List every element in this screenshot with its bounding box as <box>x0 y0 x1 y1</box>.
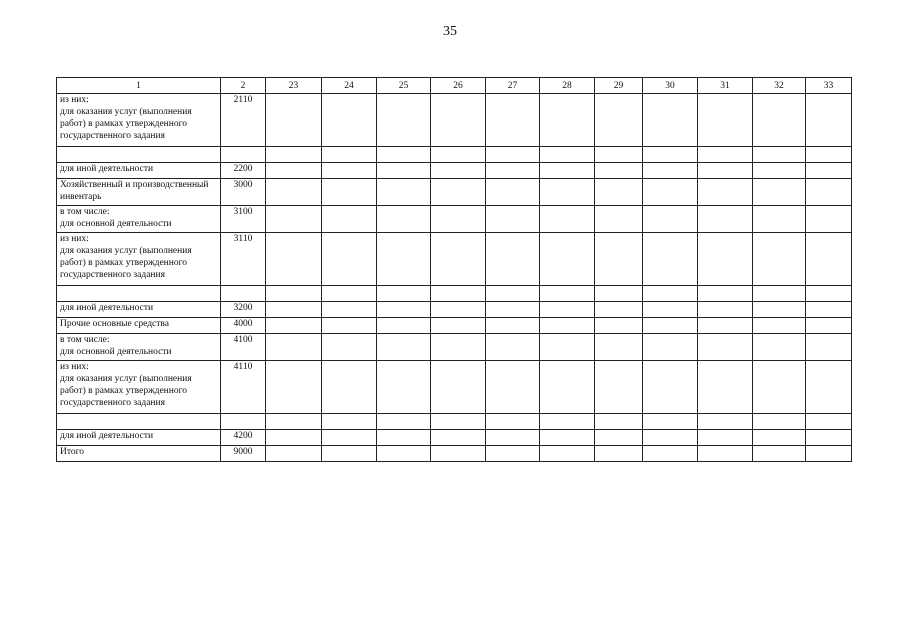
value-cell-32 <box>753 430 806 446</box>
value-cell-31 <box>698 430 753 446</box>
value-cell-27 <box>486 147 540 163</box>
table-row <box>57 414 852 430</box>
value-cell-31 <box>698 302 753 318</box>
value-cell-31 <box>698 286 753 302</box>
table-row <box>57 206 852 233</box>
value-cell-24 <box>322 430 377 446</box>
value-cell-32 <box>753 302 806 318</box>
table-row <box>57 163 852 179</box>
value-cell-29 <box>595 163 643 179</box>
value-cell-28 <box>540 179 595 206</box>
value-cell-24 <box>322 179 377 206</box>
value-cell-32 <box>753 94 806 147</box>
value-cell-23 <box>266 179 322 206</box>
value-cell-33 <box>806 334 852 361</box>
row-label: в том числе: для основной деятельности <box>57 206 221 233</box>
value-cell-30 <box>643 318 698 334</box>
row-code: 3100 <box>221 206 266 233</box>
value-cell-25 <box>377 206 431 233</box>
value-cell-27 <box>486 233 540 286</box>
header-row <box>57 78 852 94</box>
value-cell-25 <box>377 430 431 446</box>
row-code: 4200 <box>221 430 266 446</box>
value-cell-30 <box>643 430 698 446</box>
value-cell-31 <box>698 318 753 334</box>
value-cell-31 <box>698 147 753 163</box>
row-label: из них: для оказания услуг (выполнения работ) в рамках утвержденного государственного задания <box>57 233 221 286</box>
value-cell-26 <box>431 446 486 462</box>
value-cell-26 <box>431 430 486 446</box>
value-cell-30 <box>643 147 698 163</box>
value-cell-24 <box>322 302 377 318</box>
column-header-32: 32 <box>753 78 806 94</box>
table-row <box>57 233 852 286</box>
value-cell-23 <box>266 163 322 179</box>
value-cell-33 <box>806 163 852 179</box>
value-cell-25 <box>377 318 431 334</box>
column-header-24: 24 <box>322 78 377 94</box>
row-label <box>57 147 221 163</box>
value-cell-32 <box>753 361 806 414</box>
value-cell-32 <box>753 147 806 163</box>
value-cell-24 <box>322 147 377 163</box>
value-cell-29 <box>595 147 643 163</box>
row-label: из них: для оказания услуг (выполнения работ) в рамках утвержденного государственного задания <box>57 94 221 147</box>
value-cell-31 <box>698 446 753 462</box>
value-cell-23 <box>266 414 322 430</box>
value-cell-26 <box>431 233 486 286</box>
value-cell-29 <box>595 94 643 147</box>
row-label: для иной деятельности <box>57 430 221 446</box>
value-cell-28 <box>540 334 595 361</box>
value-cell-28 <box>540 302 595 318</box>
value-cell-33 <box>806 147 852 163</box>
column-header-30: 30 <box>643 78 698 94</box>
column-header-2: 2 <box>221 78 266 94</box>
row-code: 2200 <box>221 163 266 179</box>
row-code: 3110 <box>221 233 266 286</box>
value-cell-24 <box>322 163 377 179</box>
value-cell-24 <box>322 286 377 302</box>
value-cell-30 <box>643 179 698 206</box>
value-cell-23 <box>266 147 322 163</box>
value-cell-25 <box>377 361 431 414</box>
value-cell-28 <box>540 233 595 286</box>
row-label: для иной деятельности <box>57 163 221 179</box>
row-code: 2110 <box>221 94 266 147</box>
value-cell-30 <box>643 414 698 430</box>
value-cell-32 <box>753 286 806 302</box>
column-header-27: 27 <box>486 78 540 94</box>
table-row <box>57 334 852 361</box>
row-label: Итого <box>57 446 221 462</box>
value-cell-23 <box>266 286 322 302</box>
value-cell-26 <box>431 302 486 318</box>
value-cell-31 <box>698 334 753 361</box>
value-cell-33 <box>806 361 852 414</box>
row-label: для иной деятельности <box>57 302 221 318</box>
column-header-29: 29 <box>595 78 643 94</box>
value-cell-23 <box>266 318 322 334</box>
value-cell-32 <box>753 318 806 334</box>
value-cell-33 <box>806 414 852 430</box>
table-row <box>57 286 852 302</box>
value-cell-29 <box>595 414 643 430</box>
value-cell-26 <box>431 206 486 233</box>
value-cell-29 <box>595 206 643 233</box>
value-cell-28 <box>540 446 595 462</box>
table-row <box>57 430 852 446</box>
value-cell-31 <box>698 179 753 206</box>
value-cell-23 <box>266 233 322 286</box>
value-cell-27 <box>486 302 540 318</box>
value-cell-27 <box>486 361 540 414</box>
report-table <box>56 77 852 462</box>
value-cell-27 <box>486 414 540 430</box>
value-cell-29 <box>595 179 643 206</box>
value-cell-32 <box>753 334 806 361</box>
value-cell-24 <box>322 318 377 334</box>
value-cell-31 <box>698 414 753 430</box>
value-cell-26 <box>431 318 486 334</box>
value-cell-32 <box>753 179 806 206</box>
value-cell-29 <box>595 233 643 286</box>
table-row <box>57 147 852 163</box>
value-cell-28 <box>540 414 595 430</box>
row-label: Хозяйственный и производственный инвентарь <box>57 179 221 206</box>
row-label: в том числе: для основной деятельности <box>57 334 221 361</box>
row-code: 3000 <box>221 179 266 206</box>
page-number: 35 <box>443 24 457 39</box>
value-cell-32 <box>753 233 806 286</box>
row-code: 3200 <box>221 302 266 318</box>
value-cell-28 <box>540 163 595 179</box>
value-cell-23 <box>266 94 322 147</box>
table-row <box>57 318 852 334</box>
value-cell-33 <box>806 446 852 462</box>
value-cell-23 <box>266 361 322 414</box>
value-cell-30 <box>643 163 698 179</box>
value-cell-30 <box>643 334 698 361</box>
value-cell-30 <box>643 206 698 233</box>
row-code: 9000 <box>221 446 266 462</box>
value-cell-27 <box>486 94 540 147</box>
value-cell-25 <box>377 302 431 318</box>
value-cell-33 <box>806 430 852 446</box>
value-cell-33 <box>806 318 852 334</box>
value-cell-30 <box>643 233 698 286</box>
value-cell-27 <box>486 286 540 302</box>
value-cell-33 <box>806 206 852 233</box>
value-cell-25 <box>377 414 431 430</box>
value-cell-27 <box>486 179 540 206</box>
value-cell-25 <box>377 334 431 361</box>
value-cell-23 <box>266 206 322 233</box>
value-cell-26 <box>431 286 486 302</box>
value-cell-28 <box>540 430 595 446</box>
value-cell-28 <box>540 361 595 414</box>
value-cell-29 <box>595 430 643 446</box>
value-cell-30 <box>643 361 698 414</box>
value-cell-24 <box>322 414 377 430</box>
value-cell-25 <box>377 179 431 206</box>
value-cell-24 <box>322 94 377 147</box>
value-cell-32 <box>753 446 806 462</box>
value-cell-30 <box>643 446 698 462</box>
value-cell-31 <box>698 163 753 179</box>
value-cell-32 <box>753 206 806 233</box>
value-cell-26 <box>431 94 486 147</box>
value-cell-24 <box>322 334 377 361</box>
table-row <box>57 361 852 414</box>
value-cell-24 <box>322 446 377 462</box>
column-header-1: 1 <box>57 78 221 94</box>
value-cell-27 <box>486 334 540 361</box>
value-cell-31 <box>698 361 753 414</box>
table-body <box>57 94 852 462</box>
value-cell-30 <box>643 286 698 302</box>
value-cell-29 <box>595 286 643 302</box>
value-cell-27 <box>486 206 540 233</box>
value-cell-25 <box>377 286 431 302</box>
value-cell-30 <box>643 302 698 318</box>
row-label: из них: для оказания услуг (выполнения работ) в рамках утвержденного государственного задания <box>57 361 221 414</box>
value-cell-26 <box>431 334 486 361</box>
value-cell-28 <box>540 286 595 302</box>
value-cell-29 <box>595 318 643 334</box>
value-cell-23 <box>266 302 322 318</box>
value-cell-25 <box>377 163 431 179</box>
value-cell-33 <box>806 94 852 147</box>
column-header-25: 25 <box>377 78 431 94</box>
value-cell-25 <box>377 94 431 147</box>
value-cell-26 <box>431 147 486 163</box>
value-cell-29 <box>595 334 643 361</box>
table-row <box>57 94 852 147</box>
value-cell-33 <box>806 302 852 318</box>
column-header-33: 33 <box>806 78 852 94</box>
row-code: 4100 <box>221 334 266 361</box>
value-cell-25 <box>377 446 431 462</box>
value-cell-27 <box>486 163 540 179</box>
value-cell-26 <box>431 414 486 430</box>
value-cell-23 <box>266 430 322 446</box>
value-cell-24 <box>322 206 377 233</box>
value-cell-32 <box>753 163 806 179</box>
value-cell-31 <box>698 206 753 233</box>
row-code <box>221 414 266 430</box>
value-cell-27 <box>486 318 540 334</box>
row-code: 4110 <box>221 361 266 414</box>
value-cell-25 <box>377 147 431 163</box>
value-cell-23 <box>266 334 322 361</box>
value-cell-28 <box>540 318 595 334</box>
value-cell-28 <box>540 147 595 163</box>
value-cell-33 <box>806 286 852 302</box>
value-cell-33 <box>806 179 852 206</box>
value-cell-26 <box>431 163 486 179</box>
row-label <box>57 286 221 302</box>
column-header-28: 28 <box>540 78 595 94</box>
value-cell-28 <box>540 206 595 233</box>
row-code <box>221 147 266 163</box>
table-row <box>57 446 852 462</box>
value-cell-28 <box>540 94 595 147</box>
row-code: 4000 <box>221 318 266 334</box>
value-cell-32 <box>753 414 806 430</box>
value-cell-24 <box>322 361 377 414</box>
column-header-31: 31 <box>698 78 753 94</box>
value-cell-29 <box>595 302 643 318</box>
value-cell-27 <box>486 430 540 446</box>
value-cell-26 <box>431 361 486 414</box>
value-cell-25 <box>377 233 431 286</box>
row-label <box>57 414 221 430</box>
value-cell-29 <box>595 361 643 414</box>
value-cell-27 <box>486 446 540 462</box>
value-cell-24 <box>322 233 377 286</box>
column-header-26: 26 <box>431 78 486 94</box>
table-row <box>57 302 852 318</box>
value-cell-29 <box>595 446 643 462</box>
table-row <box>57 179 852 206</box>
value-cell-23 <box>266 446 322 462</box>
value-cell-30 <box>643 94 698 147</box>
row-code <box>221 286 266 302</box>
column-header-23: 23 <box>266 78 322 94</box>
value-cell-26 <box>431 179 486 206</box>
value-cell-31 <box>698 94 753 147</box>
row-label: Прочие основные средства <box>57 318 221 334</box>
value-cell-33 <box>806 233 852 286</box>
value-cell-31 <box>698 233 753 286</box>
